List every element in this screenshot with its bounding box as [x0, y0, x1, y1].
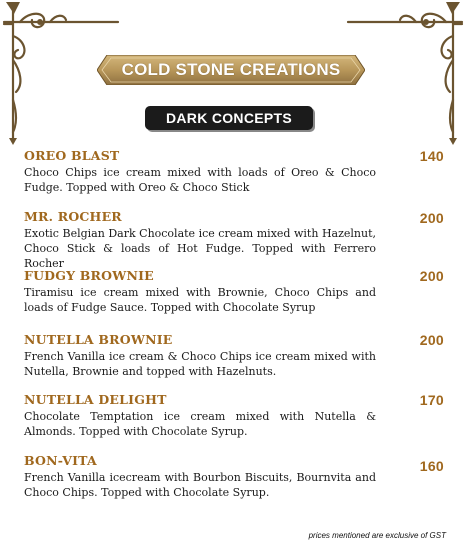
- gst-note: prices mentioned are exclusive of GST: [308, 531, 446, 540]
- item-name: FUDGY BROWNIE: [24, 268, 154, 283]
- item-name: OREO BLAST: [24, 148, 120, 163]
- item-description: Tiramisu ice cream mixed with Brownie, Choco Chips and loads of Fudge Sauce. Topped with Chocolate Syrup: [24, 286, 376, 314]
- menu-item: [24, 209, 444, 271]
- item-name: NUTELLA BROWNIE: [24, 332, 173, 347]
- item-name: BON-VITA: [24, 453, 97, 468]
- menu-item: [24, 268, 444, 315]
- item-price: 140: [419, 148, 444, 164]
- item-price: 200: [419, 332, 444, 348]
- item-description: Exotic Belgian Dark Chocolate ice cream mixed with Hazelnut, Choco Stick & loads of Hot Fudge. Topped with Ferrero Rocher: [24, 227, 376, 270]
- title-banner: [97, 55, 365, 85]
- item-name: NUTELLA DELIGHT: [24, 392, 167, 407]
- section-heading: DARK CONCEPTS: [145, 106, 313, 130]
- item-price: 200: [419, 268, 444, 284]
- item-description: Chocolate Temptation ice cream mixed with Nutella & Almonds. Topped with Chocolate Syrup.: [24, 410, 376, 438]
- menu-item: [24, 332, 444, 379]
- item-price: 200: [419, 210, 444, 226]
- page-title: COLD STONE CREATIONS: [121, 60, 341, 79]
- menu-item: [24, 148, 444, 195]
- item-description: Choco Chips ice cream mixed with loads of Oreo & Choco Fudge. Topped with Oreo & Choco Stick: [24, 166, 376, 194]
- item-price: 160: [419, 458, 444, 474]
- item-name: MR. ROCHER: [24, 209, 122, 224]
- item-price: 170: [419, 392, 444, 408]
- menu-item: [24, 392, 444, 439]
- menu-item: [24, 453, 444, 500]
- item-description: French Vanilla ice cream & Choco Chips ice cream mixed with Nutella, Brownie and topped with Hazelnuts.: [24, 350, 376, 378]
- item-description: French Vanilla icecream with Bourbon Biscuits, Bournvita and Choco Chips. Topped with Chocolate Syrup.: [24, 471, 376, 499]
